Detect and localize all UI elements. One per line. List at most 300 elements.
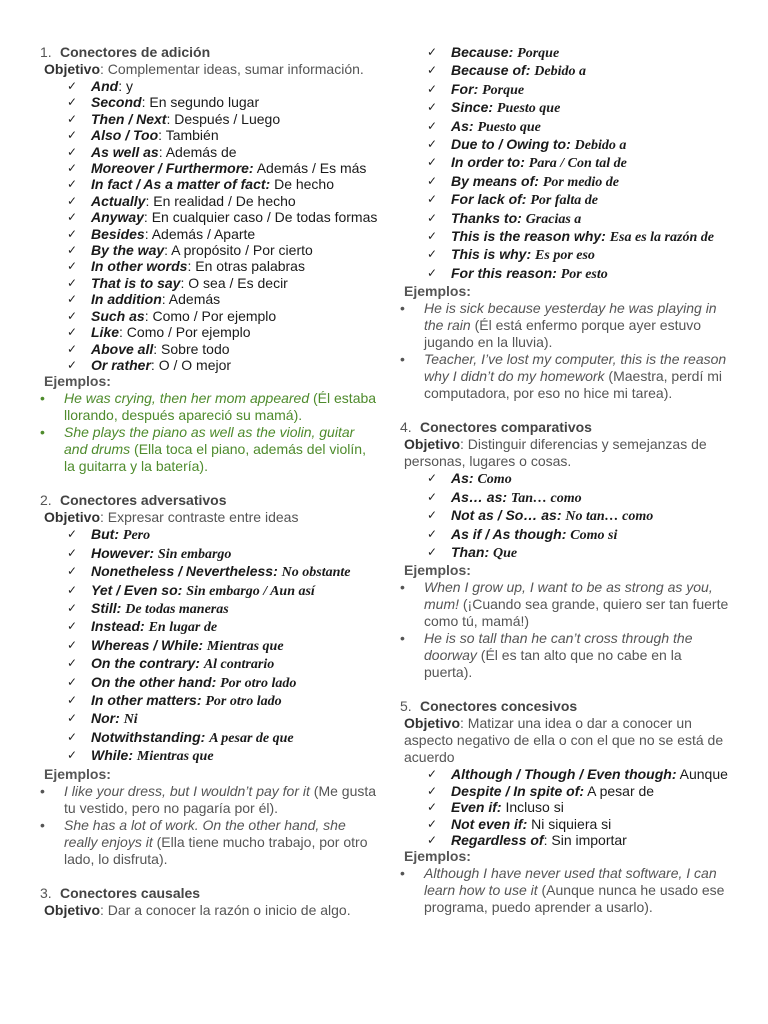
connector-item xyxy=(400,265,730,283)
check-icon: ✓ xyxy=(67,111,78,126)
connector-term: Not even if: xyxy=(451,815,528,832)
separator: : xyxy=(180,274,189,291)
separator: : xyxy=(520,154,529,171)
connector-translation: A pesar de xyxy=(587,782,655,799)
connector-term: Above all xyxy=(91,340,154,357)
connector-translation: En lugar de xyxy=(148,620,218,636)
connector-translation: Es por eso xyxy=(535,248,595,264)
example-spanish: (Ella toca el piano, además del violín, la guitarra y la batería). xyxy=(64,441,366,475)
check-icon: ✓ xyxy=(67,95,78,110)
example-item xyxy=(400,865,730,916)
examples-label: Ejemplos: xyxy=(404,562,471,579)
connector-item xyxy=(40,78,380,94)
example-english: When I grow up, I want to be as strong as you, mum! xyxy=(424,579,713,613)
connector-term: Instead xyxy=(91,618,141,635)
check-icon: ✓ xyxy=(427,544,438,559)
separator: : xyxy=(158,127,166,144)
bullet-icon: • xyxy=(40,390,45,407)
check-icon: ✓ xyxy=(67,674,78,689)
objective-label: Objetivo xyxy=(404,436,461,453)
check-icon: ✓ xyxy=(427,118,438,133)
separator: : xyxy=(552,264,561,281)
section-adversativos xyxy=(40,492,380,867)
check-icon: ✓ xyxy=(427,137,438,152)
check-icon: ✓ xyxy=(427,100,438,115)
check-icon: ✓ xyxy=(427,471,438,486)
objective xyxy=(44,902,380,919)
connector-term: Also / Too xyxy=(91,127,159,144)
connector-term: On the other hand xyxy=(91,673,212,690)
separator: : xyxy=(116,599,126,616)
objective xyxy=(44,61,380,78)
check-icon: ✓ xyxy=(67,128,78,143)
section-heading xyxy=(40,885,380,902)
bullet-icon: • xyxy=(400,579,405,596)
objective-label: Objetivo xyxy=(44,901,101,918)
connector-term: Anyway xyxy=(91,209,144,226)
connector-term: But xyxy=(91,526,115,543)
example-english: I like your dress, but I wouldn’t pay for it xyxy=(64,782,310,799)
connector-item xyxy=(40,308,380,324)
separator: : xyxy=(517,209,526,226)
separator: : xyxy=(161,291,169,308)
connector-item xyxy=(400,44,730,62)
example-spanish: (Él es tan alto que no cabe en la puerta). xyxy=(424,647,682,681)
connector-term: Notwithstanding xyxy=(91,728,201,745)
check-icon: ✓ xyxy=(67,729,78,744)
connector-term: Or rather xyxy=(91,356,151,373)
section-comparativos xyxy=(400,419,730,681)
separator: : xyxy=(488,99,497,116)
connector-term: This is why xyxy=(451,246,527,263)
connector-translation: Como / Por ejemplo xyxy=(152,307,277,324)
connector-translation: Sobre todo xyxy=(161,340,230,357)
connector-translation: Para / Con tal de xyxy=(528,156,627,172)
connector-item xyxy=(400,62,730,80)
separator: : xyxy=(118,78,126,94)
connector-translation: Por medio de xyxy=(542,174,620,190)
separator: : xyxy=(144,225,152,242)
bullet-icon: • xyxy=(400,865,405,882)
check-icon: ✓ xyxy=(427,247,438,262)
connector-term: Then / Next xyxy=(91,110,167,127)
section-concesivos xyxy=(400,698,730,916)
connector-translation: Puesto que xyxy=(496,101,561,117)
connector-item xyxy=(40,563,380,581)
example-spanish: (Aunque nunca he usado ese programa, puedo aprender a usarlo). xyxy=(424,882,725,916)
separator: : xyxy=(273,563,282,580)
check-icon: ✓ xyxy=(427,526,438,541)
left-column xyxy=(40,44,380,919)
section-number: 5. xyxy=(400,698,412,715)
check-icon: ✓ xyxy=(67,325,78,340)
connector-term: However xyxy=(91,544,150,561)
check-icon: ✓ xyxy=(67,193,78,208)
section-heading xyxy=(400,698,730,715)
separator: : xyxy=(150,356,159,373)
connector-term: Despite / In spite of: xyxy=(451,782,585,799)
objective xyxy=(404,715,730,766)
connector-term: As xyxy=(451,117,469,134)
connector-item xyxy=(400,136,730,154)
check-icon: ✓ xyxy=(67,357,78,372)
connector-translation: Puesto que xyxy=(477,119,541,135)
connector-list xyxy=(400,766,730,848)
connector-term: Still xyxy=(91,599,117,616)
section-title: Conectores adversativos xyxy=(60,492,227,509)
connector-translation: Como si xyxy=(570,527,618,543)
separator: : xyxy=(115,710,124,727)
connector-translation: Incluso si xyxy=(505,799,564,816)
separator: : xyxy=(164,242,172,259)
example-spanish: (¡Cuando sea grande, quiero ser tan fuerte como tú, mamá!) xyxy=(424,596,729,630)
connector-term: Nonetheless / Nevertheless xyxy=(91,563,274,580)
separator: : xyxy=(521,191,531,208)
separator: : xyxy=(601,228,610,245)
check-icon: ✓ xyxy=(67,637,78,652)
separator: : xyxy=(195,655,204,672)
separator: : xyxy=(149,544,158,561)
connector-item xyxy=(40,674,380,692)
separator: : xyxy=(534,172,543,189)
connector-term: Not as / So… as xyxy=(451,507,557,524)
example-item xyxy=(400,579,730,630)
section-heading xyxy=(40,492,380,509)
connector-item xyxy=(40,144,380,160)
connector-item xyxy=(400,210,730,228)
separator: : xyxy=(196,691,206,708)
connector-term: Moreover / Furthermore: xyxy=(91,160,254,177)
objective-label: Objetivo xyxy=(404,715,461,732)
connector-translation: Sin embargo / Aun así xyxy=(186,583,315,599)
check-icon: ✓ xyxy=(427,783,438,798)
connector-term: In other words xyxy=(91,258,188,275)
connector-item xyxy=(400,799,730,815)
check-icon: ✓ xyxy=(67,600,78,615)
connector-term: And xyxy=(91,78,119,94)
example-list xyxy=(400,300,730,402)
connector-term: Even if: xyxy=(451,799,502,816)
connector-item xyxy=(40,176,380,192)
connector-translation: Sin embargo xyxy=(157,546,232,562)
examples-label: Ejemplos: xyxy=(404,283,471,300)
connector-item xyxy=(400,544,730,562)
example-item xyxy=(400,351,730,402)
check-icon: ✓ xyxy=(67,144,78,159)
connector-translation: Por esto xyxy=(560,266,608,282)
objective-text: : Complementar ideas, sumar información. xyxy=(100,61,364,77)
connector-item xyxy=(40,341,380,357)
connector-item xyxy=(40,729,380,747)
connector-translation: Pero xyxy=(122,528,151,544)
connector-translation: Mientras que xyxy=(206,638,284,654)
connector-translation: Que xyxy=(493,545,518,561)
connector-translation: Porque xyxy=(517,46,560,61)
connector-term: Whereas / While xyxy=(91,636,199,653)
separator: : xyxy=(187,258,196,275)
connector-item xyxy=(400,154,730,172)
connector-item xyxy=(40,637,380,655)
check-icon: ✓ xyxy=(427,816,438,831)
check-icon: ✓ xyxy=(427,210,438,225)
examples-label: Ejemplos: xyxy=(44,765,111,782)
connector-item xyxy=(400,118,730,136)
check-icon: ✓ xyxy=(67,210,78,225)
connector-item xyxy=(40,258,380,274)
connector-term: For lack of xyxy=(451,191,522,208)
separator: : xyxy=(166,110,175,127)
connector-translation: Como / Por ejemplo xyxy=(126,324,251,341)
connector-translation: A propósito / Por cierto xyxy=(171,242,313,259)
example-item xyxy=(40,424,380,475)
connector-translation: Además / Aparte xyxy=(151,225,256,242)
bullet-icon: • xyxy=(400,630,405,647)
check-icon: ✓ xyxy=(427,81,438,96)
connector-list xyxy=(400,44,730,283)
section-title: Conectores comparativos xyxy=(420,419,592,436)
connector-item xyxy=(400,783,730,799)
separator: : xyxy=(556,507,566,524)
connector-translation: Por falta de xyxy=(530,193,599,209)
connector-item xyxy=(400,191,730,209)
check-icon: ✓ xyxy=(67,564,78,579)
check-icon: ✓ xyxy=(67,226,78,241)
connector-term: Because xyxy=(451,44,509,60)
check-icon: ✓ xyxy=(67,527,78,542)
connector-item xyxy=(40,324,380,340)
check-icon: ✓ xyxy=(67,243,78,258)
connector-translation: Además de xyxy=(165,143,237,160)
connector-item xyxy=(400,526,730,544)
check-icon: ✓ xyxy=(427,832,438,847)
section-number: 2. xyxy=(40,492,52,509)
connector-term: In order to xyxy=(451,154,521,171)
connector-translation: En otras palabras xyxy=(195,258,305,275)
section-title: Conectores causales xyxy=(60,884,201,901)
connector-item xyxy=(400,81,730,99)
separator: : xyxy=(473,80,483,97)
connector-translation: Debido a xyxy=(534,64,586,80)
connector-translation: No tan… como xyxy=(565,509,654,525)
connector-term: By the way xyxy=(91,242,165,259)
check-icon: ✓ xyxy=(427,229,438,244)
example-english: She plays the piano as well as the violin, guitar and drums xyxy=(64,424,355,458)
example-item xyxy=(40,817,380,868)
objective xyxy=(404,436,730,470)
separator: : xyxy=(566,136,575,153)
connector-item xyxy=(400,832,730,848)
objective-label: Objetivo xyxy=(44,61,101,77)
connector-term: On the contrary xyxy=(91,655,196,672)
check-icon: ✓ xyxy=(67,656,78,671)
connector-item xyxy=(40,242,380,258)
check-icon: ✓ xyxy=(67,161,78,176)
check-icon: ✓ xyxy=(67,545,78,560)
connector-term: Regardless of xyxy=(451,831,544,848)
separator: : xyxy=(502,488,511,505)
section-number: 3. xyxy=(40,884,52,901)
connector-item xyxy=(400,766,730,782)
separator: : xyxy=(508,44,518,60)
connector-item xyxy=(400,228,730,246)
connector-term: Thanks to xyxy=(451,209,518,226)
check-icon: ✓ xyxy=(427,63,438,78)
examples-label: Ejemplos: xyxy=(44,373,111,390)
check-icon: ✓ xyxy=(427,192,438,207)
connector-translation: Gracias a xyxy=(525,211,582,227)
connector-item xyxy=(40,94,380,110)
connector-term: While xyxy=(91,747,129,764)
separator: : xyxy=(526,246,536,263)
connector-term: In fact / As a matter of fact: xyxy=(91,176,271,193)
connector-item xyxy=(400,246,730,264)
separator: : xyxy=(177,581,187,598)
separator: : xyxy=(468,470,478,487)
connector-translation: Debido a xyxy=(574,138,627,154)
check-icon: ✓ xyxy=(67,711,78,726)
example-spanish: (Él estaba llorando, después apareció su mamá). xyxy=(64,390,377,424)
example-english: He is so tall than he can’t cross through the doorway xyxy=(424,630,693,664)
connector-item xyxy=(40,655,380,673)
connector-term: Yet / Even so xyxy=(91,581,178,598)
connector-translation: De todas maneras xyxy=(125,601,229,617)
connector-term: In addition xyxy=(91,291,162,308)
check-icon: ✓ xyxy=(67,582,78,597)
connector-term: Actually xyxy=(91,192,146,209)
connector-item xyxy=(40,692,380,710)
connector-item xyxy=(40,618,380,636)
connector-item xyxy=(40,545,380,563)
connector-term: As xyxy=(451,470,469,487)
connector-item xyxy=(40,226,380,242)
check-icon: ✓ xyxy=(67,341,78,356)
examples-label: Ejemplos: xyxy=(404,848,471,865)
separator: : xyxy=(119,324,127,341)
check-icon: ✓ xyxy=(427,767,438,782)
example-spanish: (Me gusta tu vestido, pero no pagaría por él). xyxy=(64,782,377,816)
check-icon: ✓ xyxy=(427,800,438,815)
separator: : xyxy=(525,62,535,79)
bullet-icon: • xyxy=(400,351,405,368)
bullet-icon: • xyxy=(40,816,45,833)
connector-term: For xyxy=(451,80,474,97)
section-title: Conectores de adición xyxy=(60,44,211,60)
section-title: Conectores concesivos xyxy=(420,698,578,715)
connector-term: As well as xyxy=(91,143,159,160)
connector-item xyxy=(400,99,730,117)
connector-translation: Tan… como xyxy=(510,490,582,506)
example-english: Although I have never used that software, I can learn how to use it xyxy=(424,865,717,899)
connector-item xyxy=(40,526,380,544)
connector-item xyxy=(40,275,380,291)
example-list xyxy=(400,579,730,681)
connector-item xyxy=(400,816,730,832)
section-heading xyxy=(40,44,380,61)
separator: : xyxy=(153,340,162,357)
connector-translation: Ni siquiera si xyxy=(531,815,612,832)
check-icon: ✓ xyxy=(427,489,438,504)
objective xyxy=(44,509,380,526)
objective-text: : Distinguir diferencias y semejanzas de personas, lugares o cosas. xyxy=(404,436,707,470)
connector-translation: Ni xyxy=(123,712,138,728)
example-item xyxy=(40,390,380,424)
connector-term: Due to / Owing to xyxy=(451,136,567,153)
connector-term: Like xyxy=(91,324,120,341)
connector-term: Because of xyxy=(451,62,526,79)
connector-item xyxy=(40,127,380,143)
connector-item xyxy=(400,489,730,507)
connector-term: For this reason xyxy=(451,264,553,281)
check-icon: ✓ xyxy=(67,177,78,192)
connector-translation: Mientras que xyxy=(136,749,214,765)
separator: : xyxy=(140,618,149,635)
connector-term: As… as xyxy=(451,488,503,505)
objective-text: : Matizar una idea o dar a conocer un aspecto negativo de ella o con el que no se está de acuerdo xyxy=(404,715,724,766)
check-icon: ✓ xyxy=(67,292,78,307)
separator: : xyxy=(200,728,210,745)
connector-translation: Porque xyxy=(482,82,525,98)
connector-item xyxy=(400,507,730,525)
connector-item xyxy=(40,600,380,618)
example-list xyxy=(400,865,730,916)
separator: : xyxy=(114,526,123,543)
connector-term: Such as xyxy=(91,307,145,324)
section-heading xyxy=(400,419,730,436)
connector-translation: Por otro lado xyxy=(205,693,282,709)
separator: : xyxy=(484,543,494,560)
connector-translation: Además / Es más xyxy=(256,160,367,177)
connector-term: By means of xyxy=(451,172,535,189)
objective-label: Objetivo xyxy=(44,509,101,526)
separator: : xyxy=(561,525,571,542)
separator: : xyxy=(211,673,221,690)
separator: : xyxy=(143,209,152,226)
example-spanish: (Maestra, perdí mi computadora, por eso no hice mi tarea). xyxy=(424,368,723,402)
connector-item xyxy=(40,291,380,307)
example-spanish: (Ella tiene mucho trabajo, por otro lado, lo disfruta). xyxy=(64,833,368,867)
connector-list xyxy=(400,470,730,562)
check-icon: ✓ xyxy=(427,508,438,523)
connector-term: As if / As though xyxy=(451,525,562,542)
example-spanish: (Él está enfermo porque ayer estuvo jugando en la lluvia). xyxy=(424,317,702,351)
connector-translation: A pesar de que xyxy=(209,730,294,746)
separator: : xyxy=(128,747,137,764)
connector-term: Since xyxy=(451,99,489,116)
connector-translation: También xyxy=(165,127,219,144)
connector-term: Second xyxy=(91,94,142,111)
check-icon: ✓ xyxy=(67,692,78,707)
bullet-icon: • xyxy=(40,424,45,441)
connector-list xyxy=(40,526,380,765)
check-icon: ✓ xyxy=(427,155,438,170)
connector-translation: En segundo lugar xyxy=(149,94,260,111)
objective-text: : Dar a conocer la razón o inicio de algo. xyxy=(100,901,351,918)
separator: : xyxy=(468,117,478,134)
connector-translation: y xyxy=(126,78,133,94)
example-list xyxy=(40,783,380,868)
check-icon: ✓ xyxy=(67,619,78,634)
connector-item xyxy=(40,111,380,127)
separator: : xyxy=(158,143,166,160)
connector-translation: Al contrario xyxy=(203,657,275,673)
example-english: He is sick because yesterday he was playing in the rain xyxy=(424,300,717,334)
connector-translation: En realidad / De hecho xyxy=(153,192,296,209)
connector-translation: Esa es la razón de xyxy=(609,230,714,246)
example-english: She has a lot of work. On the other hand, she really enjoys it xyxy=(64,816,346,850)
separator: : xyxy=(198,636,207,653)
separator: : xyxy=(543,831,552,848)
connector-item xyxy=(40,582,380,600)
